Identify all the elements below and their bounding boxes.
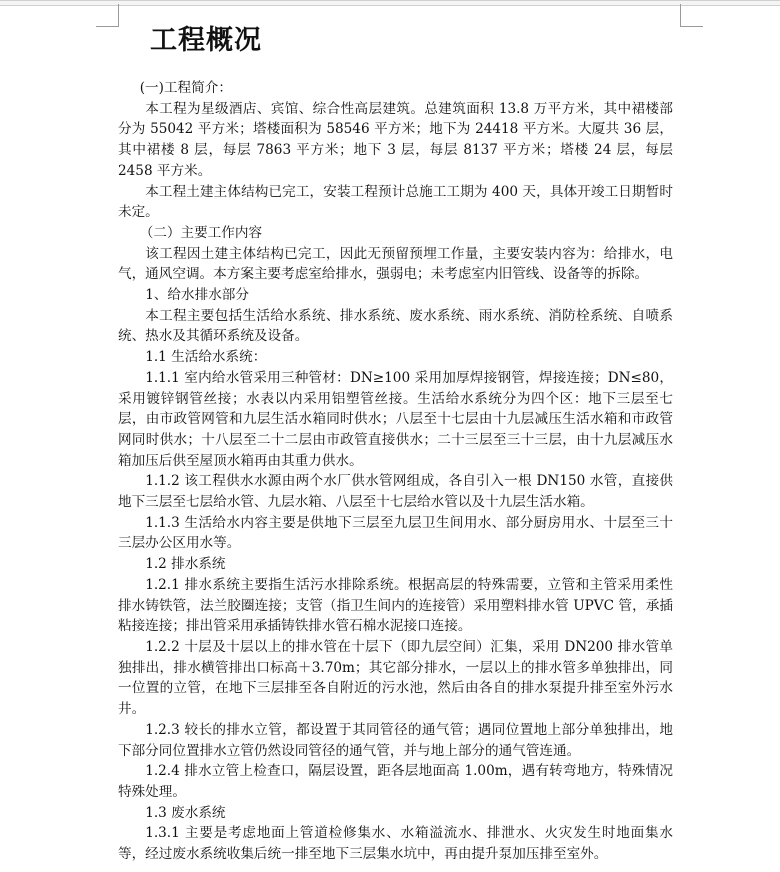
paragraph: 1.2 排水系统 — [145, 556, 226, 573]
paragraph: 1.1.2 该工程供水水源由两个水厂供水管网组成，各自引入一根 DN150 水管，直接供地下三层至七层给水管、九层水箱、八层至十七层给水管以及十九层生活水箱。 — [118, 473, 673, 511]
paragraph: 1.3 废水系统 — [145, 804, 226, 821]
paragraph: 1.1.3 生活给水内容主要是供地下三层至九层卫生间用水、部分厨房用水、十层至三十三层办公区用水等。 — [118, 514, 673, 552]
paragraph: (一)工程简介： — [139, 80, 232, 96]
paragraph: 1.3.1 主要是考虑地面上管道检修集水、水箱溢流水、排泄水、火灾发生时地面集水等，经过废水系统收集后统一排至地下三层集水坑中，再由提升泵加压排至室外。 — [118, 825, 673, 863]
paragraph: 1.1.1 室内给水管采用三种管材：DN≥100 采用加厚焊接钢管，焊接连接；DN≤80，采用镀锌钢管丝接；水表以内采用铝塑管丝接。生活给水系统分为四个区：地下三层至七层，由市政管网管和九层生活水箱同时供水；八层至十七层由十九层减压生活水箱和市政管网同时供水；十八层至二十二层由市政管直接供水；二十三层至三十三层，由十九层减压水箱加压后供至屋顶水箱再由其重力供水。 — [118, 369, 673, 469]
crop-mark-left — [96, 4, 119, 27]
paragraph: 本工程为星级酒店、宾馆、综合性高层建筑。总建筑面积 13.8 万平方米，其中裙楼部分为 55042 平方米；塔楼面积为 58546 平方米；地下为 24418 平方米。大厦共 36 层，其中裙楼 8 层，每层 7863 平方米；地下 3 层，每层 8137 平方米；塔楼 24 层，每层 2458 平方米。 — [118, 100, 673, 179]
paragraph: 本工程土建主体结构已完工，安装工程预计总施工工期为 400 天，具体开竣工日期暂时未定。 — [118, 183, 673, 221]
paragraph: 1.2.3 较长的排水立管，都设置于其同管径的通气管；遇同位置地上部分单独排出，地下部分同位置排水立管仍然设同管径的通气管，并与地上部分的通气管连通。 — [118, 721, 673, 759]
paragraph: 本工程主要包括生活给水系统、排水系统、废水系统、雨水系统、消防栓系统、自喷系统、热水及其循环系统及设备。 — [118, 307, 673, 345]
paragraph: 1.2.4 排水立管上检查口，隔层设置，距各层地面高 1.00m，遇有转弯地方，特殊情况特殊处理。 — [118, 763, 673, 800]
paragraph: （二）主要工作内容 — [139, 224, 263, 241]
document-title: 工程概况 — [150, 25, 262, 56]
document-body — [118, 78, 673, 865]
paragraph: 1.2.1 排水系统主要指生活污水排除系统。根据高层的特殊需要，立管和主管采用柔性排水铸铁管，法兰胶圈连接；支管（指卫生间内的连接管）采用塑料排水管 UPVC 管，承插粘接连接；排出管采用承插铸铁排水管石棉水泥接口连接。 — [118, 576, 673, 635]
paragraph: 该工程因土建主体结构已完工，因此无预留预埋工作量，主要安装内容为：给排水，电气，通风空调。本方案主要考虑室给排水，强弱电；未考虑室内旧管线、设备等的拆除。 — [118, 245, 673, 283]
paragraph: 1、给水排水部分 — [145, 287, 249, 304]
paragraph: 1.2.2 十层及十层以上的排水管在十层下（即九层空间）汇集，采用 DN200 排水管单独排出，排水横管排出口标高＋3.70m；其它部分排水，一层以上的排水管多单独排出，同一位置的立管，在地下三层排至各自附近的污水池，然后由各自的排水泵提升排至室外污水井。 — [118, 638, 673, 718]
paragraph: 1.1 生活给水系统： — [145, 349, 267, 366]
crop-mark-right — [680, 4, 703, 27]
